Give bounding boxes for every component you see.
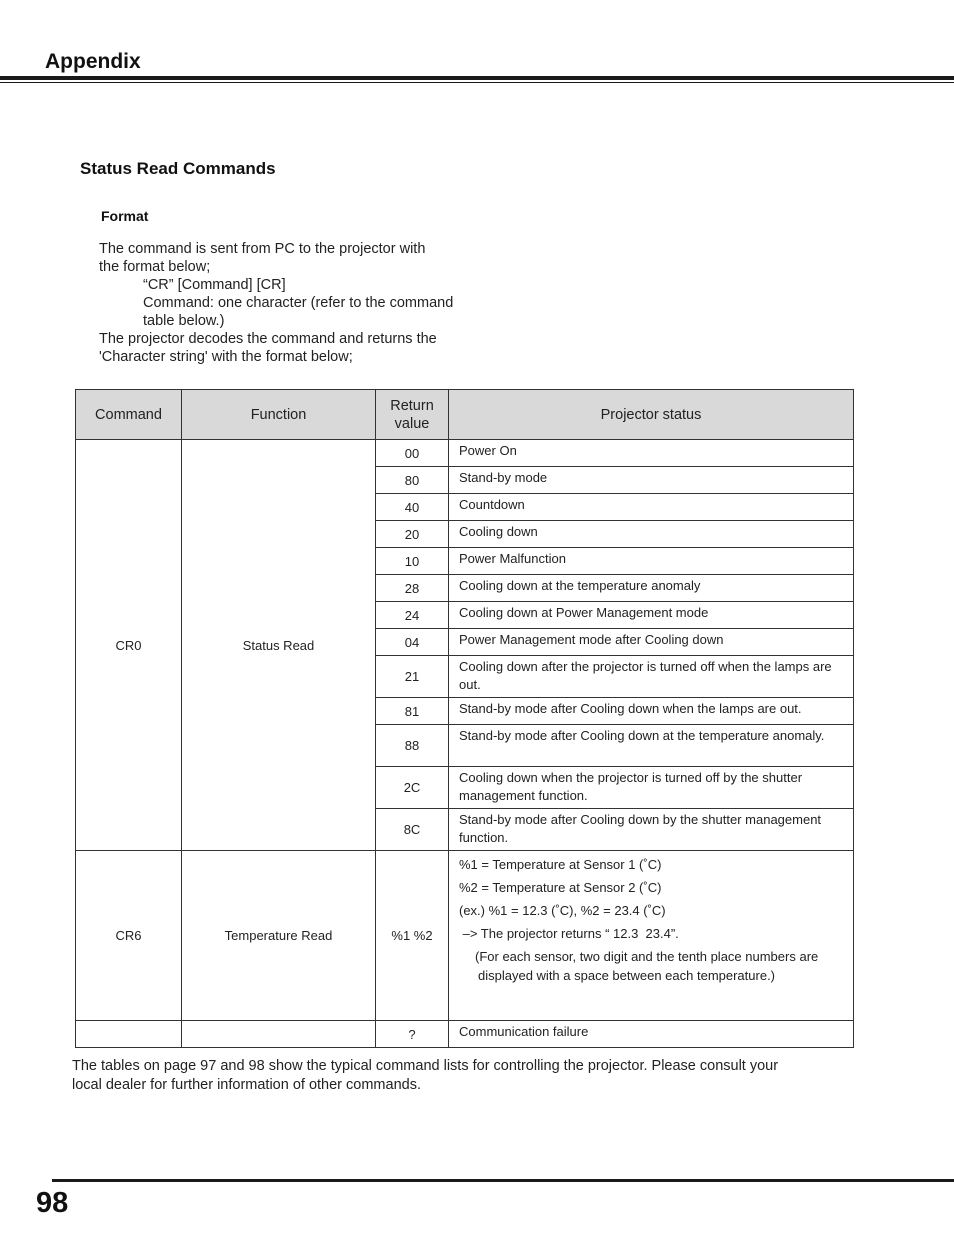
- projector-status-cell: Communication failure: [449, 1021, 854, 1048]
- return-value-cell: 24: [376, 602, 449, 629]
- function-cell: [182, 1021, 376, 1048]
- intro-line: the format below;: [99, 259, 211, 275]
- projector-status-cell: Cooling down: [449, 521, 854, 548]
- temperature-note: (For each sensor, two digit and the tenth place numbers are: [475, 949, 819, 964]
- return-value-cell: 40: [376, 494, 449, 521]
- projector-status-cell: Power Management mode after Cooling down: [449, 629, 854, 656]
- header-rule: [0, 76, 954, 80]
- projector-status-cell: Cooling down at Power Management mode: [449, 602, 854, 629]
- table-row: [76, 440, 854, 467]
- return-value-cell: 8C: [376, 809, 449, 851]
- column-header-command: Command: [76, 390, 182, 440]
- projector-status-cell: Cooling down at the temperature anomaly: [449, 575, 854, 602]
- intro-line: 'Character string' with the format below;: [99, 349, 353, 365]
- return-value-cell: 80: [376, 467, 449, 494]
- intro-line: “CR” [Command] [CR]: [143, 277, 286, 293]
- temperature-line: (ex.) %1 = 12.3 (˚C), %2 = 23.4 (˚C): [459, 903, 666, 918]
- intro-line: table below.): [143, 313, 225, 329]
- intro-line: Command: one character (refer to the command: [143, 295, 454, 311]
- return-value-cell: 28: [376, 575, 449, 602]
- table-row: [76, 1021, 854, 1048]
- column-header-projector-status: Projector status: [449, 390, 854, 440]
- intro-paragraph: [99, 240, 499, 366]
- function-cell: Temperature Read: [182, 851, 376, 1021]
- projector-status-cell: Countdown: [449, 494, 854, 521]
- return-value-cell: 10: [376, 548, 449, 575]
- return-value-cell: 00: [376, 440, 449, 467]
- projector-status-cell: Power Malfunction: [449, 548, 854, 575]
- page-section-title: Appendix: [45, 50, 141, 73]
- temperature-line: –> The projector returns “ 12.3 23.4”.: [459, 926, 679, 941]
- footer-rule: [52, 1179, 954, 1182]
- intro-line: The projector decodes the command and returns the: [99, 331, 437, 347]
- footer-note: The tables on page 97 and 98 show the typical command lists for controlling the projector. Please consult your local dealer for further information of other commands.: [72, 1058, 779, 1093]
- intro-line: The command is sent from PC to the projector with: [99, 241, 426, 257]
- command-cell: CR0: [76, 440, 182, 851]
- page-number: 98: [36, 1187, 69, 1219]
- return-value-cell: 88: [376, 725, 449, 767]
- projector-status-cell: Stand-by mode: [449, 467, 854, 494]
- status-read-table: [75, 389, 854, 1048]
- return-value-cell: ?: [376, 1021, 449, 1048]
- return-value-cell: 04: [376, 629, 449, 656]
- return-value-cell: 2C: [376, 767, 449, 809]
- function-cell: Status Read: [182, 440, 376, 851]
- table-row: [76, 851, 854, 1021]
- command-cell: [76, 1021, 182, 1048]
- column-header-function: Function: [182, 390, 376, 440]
- format-subtitle: Format: [101, 208, 149, 224]
- table-header-row: [76, 390, 854, 440]
- return-value-cell: 81: [376, 698, 449, 725]
- projector-status-cell: Stand-by mode after Cooling down at the temperature anomaly.: [449, 725, 854, 767]
- projector-status-cell: Stand-by mode after Cooling down by the shutter management function.: [449, 809, 854, 851]
- return-value-cell: 21: [376, 656, 449, 698]
- return-value-cell: %1 %2: [376, 851, 449, 1021]
- projector-status-cell: Cooling down when the projector is turned off by the shutter management function.: [449, 767, 854, 809]
- projector-status-cell: Cooling down after the projector is turned off when the lamps are out.: [449, 656, 854, 698]
- column-header-return-value: Return value: [376, 390, 449, 440]
- projector-status-cell: Stand-by mode after Cooling down when the lamps are out.: [449, 698, 854, 725]
- temperature-line: %2 = Temperature at Sensor 2 (˚C): [459, 880, 662, 895]
- section-title: Status Read Commands: [80, 159, 276, 178]
- header-rule-thin: [0, 82, 954, 83]
- projector-status-cell: Power On: [449, 440, 854, 467]
- temperature-line: %1 = Temperature at Sensor 1 (˚C): [459, 857, 662, 872]
- projector-status-cell: [449, 851, 854, 1021]
- command-cell: CR6: [76, 851, 182, 1021]
- return-value-cell: 20: [376, 521, 449, 548]
- temperature-note: displayed with a space between each temperature.): [478, 968, 776, 983]
